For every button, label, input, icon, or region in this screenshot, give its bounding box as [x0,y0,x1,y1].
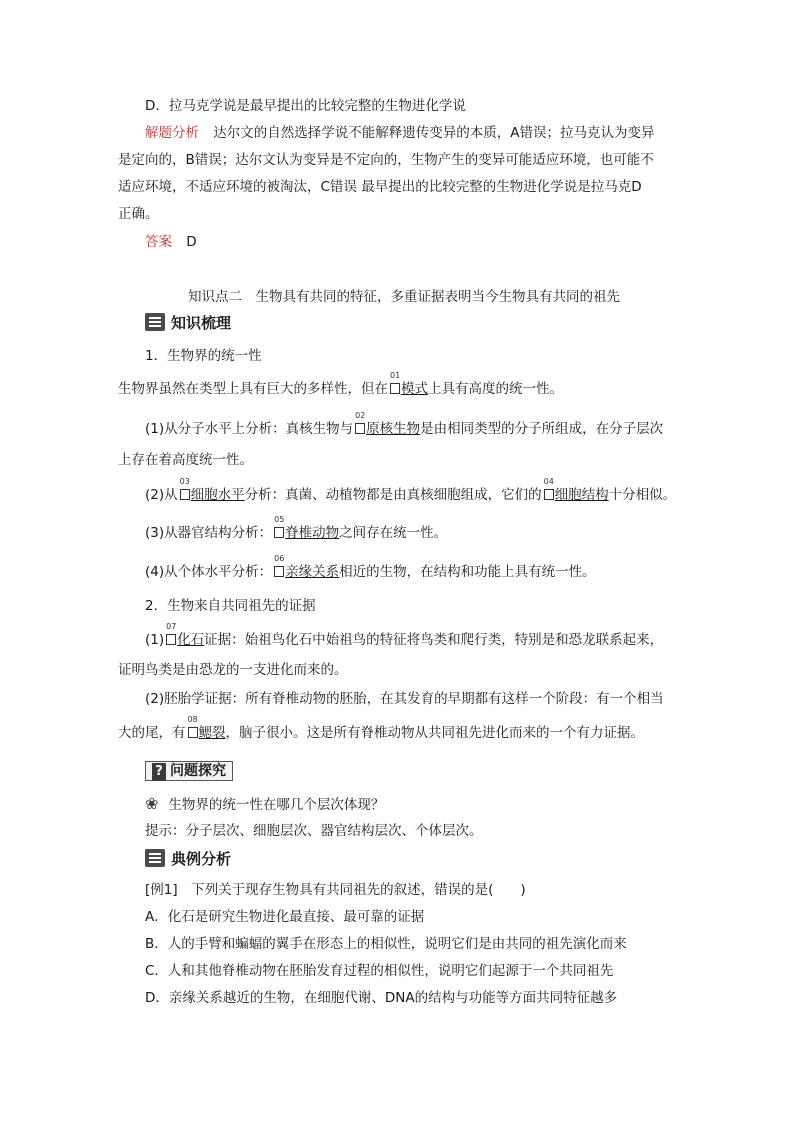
chat-icon [145,849,165,867]
example-stem: [例1] 下列关于现存生物具有共同祖先的叙述，错误的是( ) [145,882,526,898]
notes-icon [145,313,165,331]
blank-box-icon: 08 [188,727,198,738]
para-5: (4)从个体水平分析： 06 亲缘关系相近的生物，在结构和功能上具有统一性。 [145,554,596,580]
inquiry-heading: ? 问题探究 [145,761,233,781]
blank-box-icon: 05 [274,527,284,538]
option-d: D．拉马克学说是最早提出的比较完整的生物进化学说 [145,98,466,114]
example-option-b: B．人的手臂和蝙蝠的翼手在形态上的相似性，说明它们是由共同的祖先演化而来 [145,936,627,952]
item1-title: 1．生物界的统一性 [145,348,262,364]
knowledge-heading: 知识梳理 [145,313,231,334]
example-heading: 典例分析 [145,849,231,870]
para-1: 生物界虽然在类型上具有巨大的多样性，但在 01 模式上具有高度的统一性。 [118,371,563,397]
example-option-c: C．人和其他脊椎动物在胚胎发育过程的相似性，说明它们起源于一个共同祖先 [145,963,614,979]
inquiry-question: ❀ 生物界的统一性在哪几个层次体现？ [145,794,385,813]
answer-value: D [186,234,197,250]
answer-line [145,232,197,252]
item2-title: 2．生物来自共同祖先的证据 [145,598,316,614]
blank-box-icon: 07 [166,634,176,645]
blank-box-icon: 03 [180,489,190,500]
para-3: (2)从 03 细胞水平分析：真菌、动植物都是由真核细胞组成，它们的 04 细胞结构十分相似。 [145,477,677,503]
blank-box-icon: 04 [544,489,554,500]
question-icon: ? [152,763,166,781]
inquiry-hint: 提示：分子层次、细胞层次、器官结构层次、个体层次。 [145,823,483,839]
blank-box-icon: 01 [390,383,400,394]
blank-box-icon: 06 [274,566,284,577]
para-4: (3)从器官结构分析： 05 脊椎动物之间存在统一性。 [145,515,448,541]
knowledge-point-title: 知识点二 生物具有共同的特征，多重证据表明当今生物具有共同的祖先 [188,289,620,305]
blank-box-icon: 02 [355,423,365,434]
answer-label: 答案 [145,234,172,250]
analysis-line-2: 是定向的，B错误；达尔文认为变异是不定向的，生物产生的变异可能适应环境，也可能不 [118,152,654,168]
example-option-a: A．化石是研究生物进化最直接、最可靠的证据 [145,909,425,925]
para-2-cont: 上存在着高度统一性。 [118,452,253,468]
flower-bullet-icon: ❀ [145,794,159,813]
analysis-label: 解题分析 [145,125,199,141]
analysis-line-4: 正确。 [118,206,159,222]
para-6-cont: 证明鸟类是由恐龙的一支进化而来的。 [118,662,348,678]
para-7: (2)胚胎学证据：所有脊椎动物的胚胎，在其发育的早期都有这样一个阶段：有一个相当 [145,691,664,707]
analysis-line-3: 适应环境，不适应环境的被淘汰，C错误 最早提出的比较完整的生物进化学说是拉马克D [118,179,642,195]
para-2: (1)从分子水平上分析：真核生物与 02 原核生物是由相同类型的分子所组成，在分子层次 [145,411,664,437]
analysis-line-1: 解题分析 达尔文的自然选择学说不能解释遗传变异的本质，A错误；拉马克认为变异 [145,125,655,141]
para-6: (1) 07 化石证据：始祖鸟化石中始祖鸟的特征将鸟类和爬行类，特别是和恐龙联系起来， [145,622,664,648]
para-7-cont: 大的尾，有 08 鳃裂，脑子很小。这是所有脊椎动物从共同祖先进化而来的一个有力证据。 [118,715,644,741]
example-option-d: D．亲缘关系越近的生物，在细胞代谢、DNA的结构与功能等方面共同特征越多 [145,990,618,1006]
